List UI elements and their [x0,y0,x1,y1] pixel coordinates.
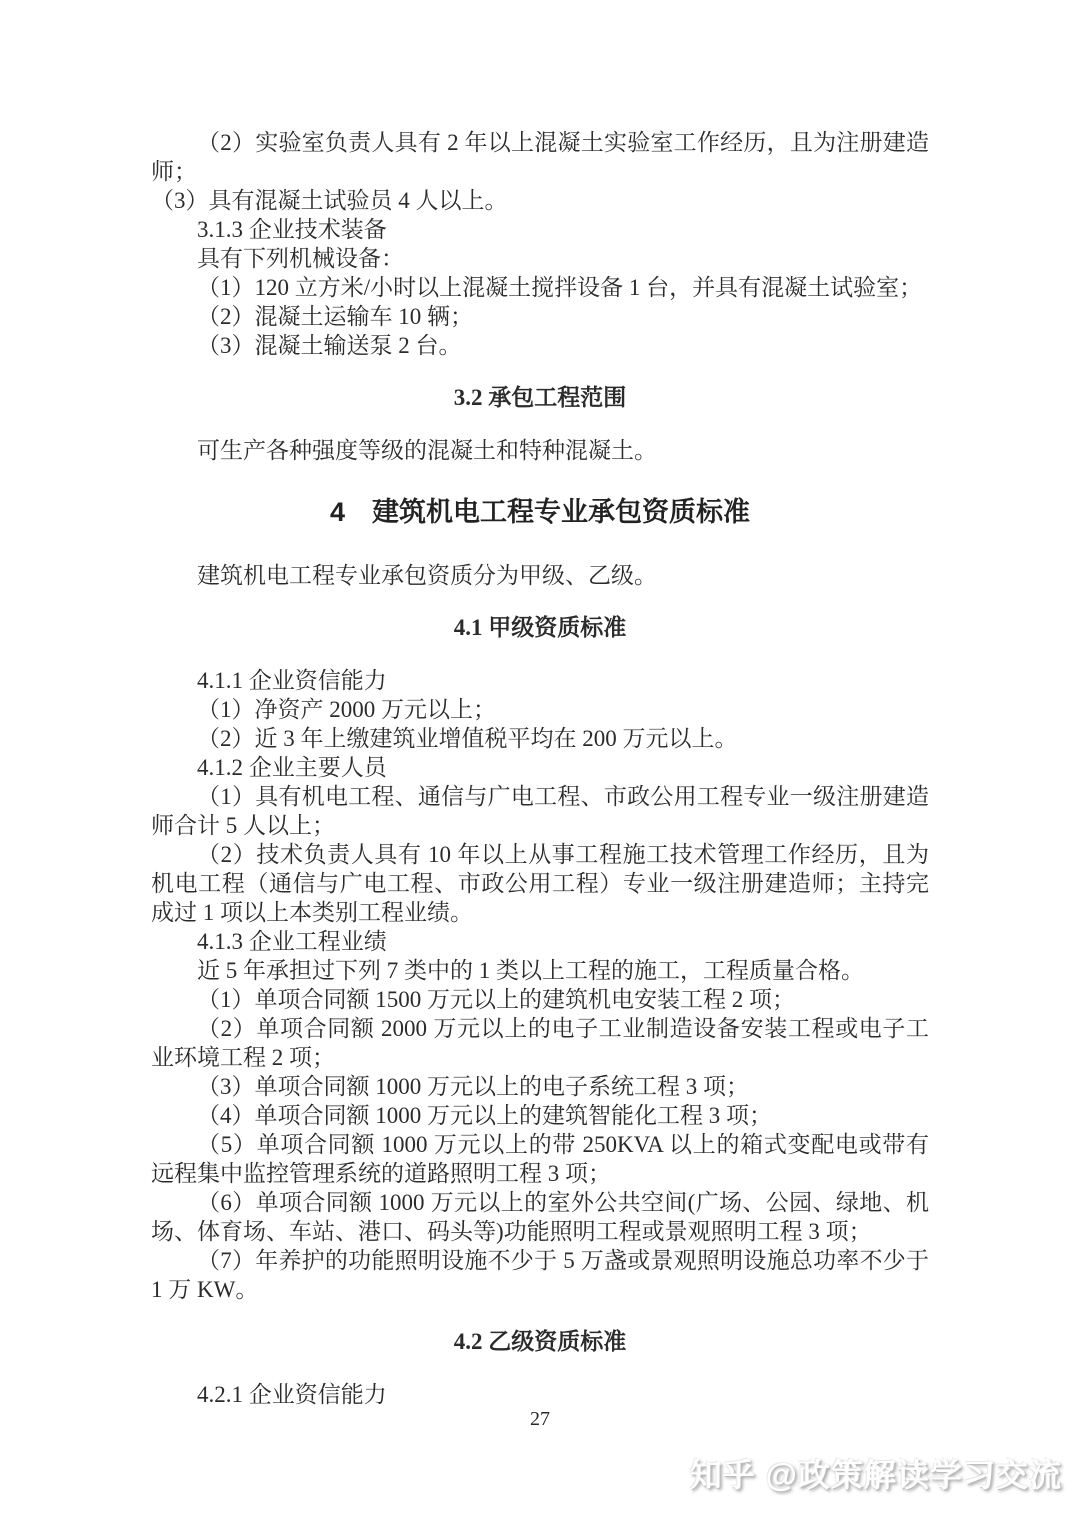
paragraph: （1）具有机电工程、通信与广电工程、市政公用工程专业一级注册建造师合计 5 人以上； [151,784,929,838]
paragraph: 4.1.1 企业资信能力 [197,668,387,693]
paragraph: （7）年养护的功能照明设施不少于 5 万盏或景观照明设施总功率不少于 1 万 KW。 [151,1248,929,1302]
section-heading: 3.2 承包工程范围 [453,385,627,410]
paragraph: （3）混凝土输送泵 2 台。 [197,333,462,358]
paragraph: 具有下列机械设备： [197,246,404,271]
paragraph: 4.1.2 企业主要人员 [197,755,387,780]
paragraph: （4）单项合同额 1000 万元以上的建筑智能化工程 3 项； [197,1103,772,1128]
section-heading: 4.1 甲级资质标准 [453,615,627,640]
paragraph: 4.2.1 企业资信能力 [197,1382,387,1407]
paragraph: （2）实验室负责人具有 2 年以上混凝土实验室工作经历，且为注册建造师； [151,130,929,184]
paragraph: （5）单项合同额 1000 万元以上的带 250KVA 以上的箱式变配电或带有远程集中监控管理系统的道路照明工程 3 项； [151,1132,929,1186]
paragraph: （6）单项合同额 1000 万元以上的室外公共空间(广场、公园、绿地、机场、体育场、车站、港口、码头等)功能照明工程或景观照明工程 3 项； [151,1190,929,1244]
document-content [151,128,929,1409]
section-heading: 4.2 乙级资质标准 [453,1329,627,1354]
page-number: 27 [530,1408,550,1430]
paragraph: （3）具有混凝土试验员 4 人以上。 [151,188,508,213]
paragraph: （1）净资产 2000 万元以上； [197,697,496,722]
paragraph: （2）单项合同额 2000 万元以上的电子工业制造设备安装工程或电子工业环境工程 2 项； [151,1016,929,1070]
paragraph: （2）混凝土运输车 10 辆； [197,304,473,329]
paragraph: （1）单项合同额 1500 万元以上的建筑机电安装工程 2 项； [197,987,795,1012]
paragraph: （2）近 3 年上缴建筑业增值税平均在 200 万元以上。 [197,726,738,751]
paragraph: 3.1.3 企业技术装备 [197,217,387,242]
paragraph: 4.1.3 企业工程业绩 [197,929,387,954]
paragraph: （3）单项合同额 1000 万元以上的电子系统工程 3 项； [197,1074,749,1099]
watermark: 知乎 @政策解读学习交流 [689,1457,1062,1493]
paragraph: 可生产各种强度等级的混凝土和特种混凝土。 [197,438,657,463]
paragraph: （2）技术负责人具有 10 年以上从事工程施工技术管理工作经历，且为机电工程（通信与广电工程、市政公用工程）专业一级注册建造师；主持完成过 1 项以上本类别工程业绩。 [151,842,929,925]
paragraph: （1）120 立方米/小时以上混凝土搅拌设备 1 台，并具有混凝土试验室； [197,275,923,300]
paragraph: 近 5 年承担过下列 7 类中的 1 类以上工程的施工，工程质量合格。 [197,958,864,983]
paragraph: 建筑机电工程专业承包资质分为甲级、乙级。 [197,563,657,588]
section-heading: 4 建筑机电工程专业承包资质标准 [329,497,750,527]
